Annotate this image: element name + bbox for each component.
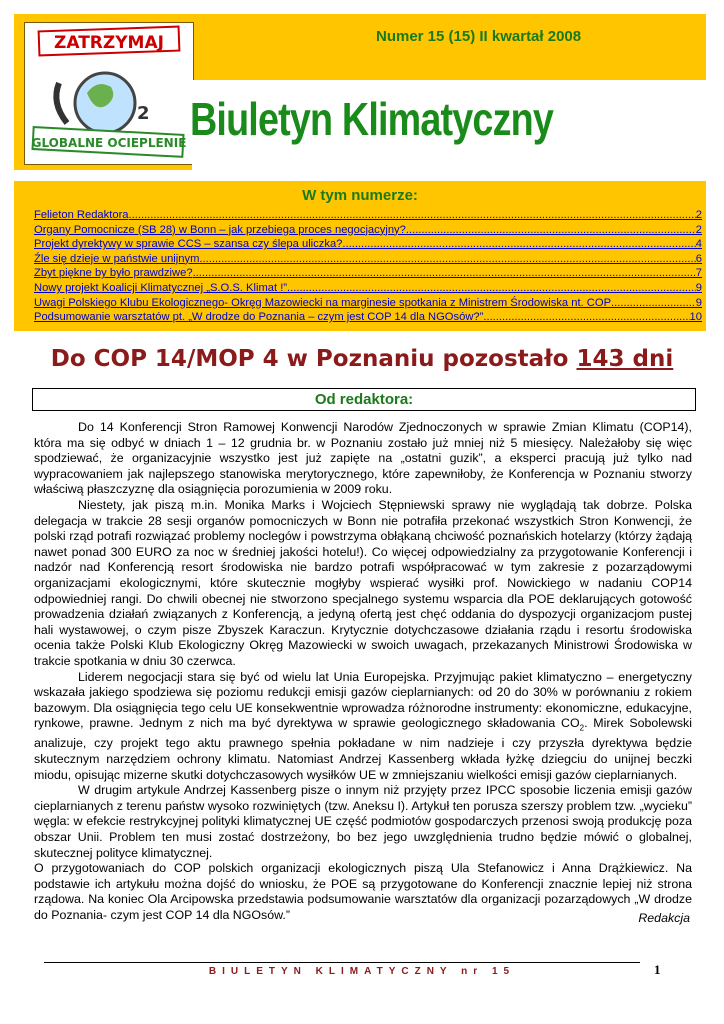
issue-number: Numer 15 (15) II kwartał 2008 [376, 28, 582, 45]
headline-text: Do COP 14/MOP 4 w Poznaniu pozostało [50, 346, 577, 372]
logo [24, 22, 194, 165]
toc-list [34, 208, 702, 325]
logo-text-top: ZATRZYMAJ [54, 33, 164, 53]
logo-graphic [25, 23, 193, 164]
toc-item[interactable]: Źle się dzieje w państwie unijnym ..... 6 [34, 252, 702, 267]
svg-text:2: 2 [137, 103, 150, 124]
toc-item[interactable]: Felieton Redaktora ..... 2 [34, 208, 702, 223]
section-title: Od redaktora: [32, 388, 696, 411]
toc-item[interactable]: Podsumowanie warsztatów pt. „W drodze do Poznania – czym jest COP 14 dla NGOsów?” ..... 10 [34, 310, 702, 325]
toc-item[interactable]: Zbyt piękne by było prawdziwe? ..... 7 [34, 266, 702, 281]
footer-divider [44, 962, 640, 963]
toc-heading: W tym numerze: [302, 187, 418, 204]
headline [0, 346, 724, 372]
table-of-contents [14, 181, 706, 331]
publication-title: Biuletyn Klimatyczny [190, 93, 554, 145]
page-number: 1 [654, 962, 661, 977]
paragraph: Niestety, jak piszą m.in. Monika Marks i Wojciech Stępniewski sprawy nie wyglądają tak dobrze. Polska delegacja w trakcie 28 sesji organów pomocniczych w Bonn nie potrafiła przekonać wszystkich Stron Konwencji, że polski rząd potrafi rozwiązać problemy noclegów i powstrzyma obłąkaną chciwość poznańskich hotelarzy (którzy żądają nawet ponad 300 EURO za noc w średniej jakości hotelu!). Co więcej odpowiedzialny za przygotowanie Konferencji i nadzór nad Konferencją resort środowiska nie bardzo potrafi współpracować w tym zakresie z pozarządowymi organizacjami ekologicznymi, które skutecznie mogłyby wspierać wysiłki prof. Nowickiego w nadaniu COP14 odpowiedniej rangi. Do chwili obecnej nie stworzono specjalnego systemu wsparcia dla POE deklarujących gotowość prowadzenia działań związanych z Konferencją, a jedyną ofertą jest chęć oddania do dyspozycji organizacjom pustej hali wystawowej, o czym pisze Zbyszek Karaczun. Krytycznie dotychczasowe działania rządu i resortu środowiska ocenia także Polski Klub Ekologiczny Okręg Mazowiecki w swoich uwagach, przekazanych Ministrowi Środowiska w trakcie spotkania w dniu 30 czerwca. [34, 497, 692, 668]
paragraph: O przygotowaniach do COP polskich organizacji ekologicznych piszą Ula Stefanowicz i Anna Drążkiewicz. Na podstawie ich artykułu można dojść do wniosku, że POE są przygotowane do Konferencji znacznie lepiej niż strona rządowa. Na koniec Ola Arcipowska przedstawia podsumowanie warsztatów dla organizacji pozarządowych „W drodze do Poznania- czym jest COP 14 dla NGOsów.” [34, 861, 692, 922]
toc-item[interactable]: Organy Pomocnicze (SB 28) w Bonn – jak przebiega proces negocjacyjny? ..... 2 [34, 223, 702, 238]
toc-item[interactable]: Uwagi Polskiego Klubu Ekologicznego- Okręg Mazowiecki na marginesie spotkania z Ministrem Środowiska nt. COP ..... 9 [34, 296, 702, 311]
logo-text-bottom: GLOBALNE OCIEPLENIE [31, 136, 187, 150]
signature: Redakcja [638, 911, 690, 925]
footer-text: BIULETYN KLIMATYCZNY nr 15 [208, 966, 516, 977]
article-body [34, 420, 692, 923]
paragraph: Liderem negocjacji stara się być od wielu lat Unia Europejska. Przyjmując pakiet klimatyczno – energetyczny wskazała jakiego spodziewa się poziomu redukcji emisji gazów cieplarnianych: od 20 do 30% w porównaniu z rokiem bazowym. Dla osiągnięcia tego celu UE konsekwentnie wprowadza różnorodne instrumenty: ekonomiczne, edukacyjne, rynkowe, prawne. Jednym z nich ma być dyrektywa w sprawie geologicznego składowania $CO_2$. Mirek Sobolewski analizuje, czy projekt tego aktu prawnego spełnia pokładane w nim nadzieje i czy przyszła dyrektywa będzie skutecznym narzędziem ochrony klimatu. Natomiast Andrzej Kassenberg wkłada łyżkę dziegciu do unijnej beczki miodu, opisując mizerne skutki dotychczasowych wysiłków UE w zmniejszaniu wielkości emisji gazów cieplarnianych. [34, 669, 693, 782]
paragraph: Do 14 Konferencji Stron Ramowej Konwencji Narodów Zjednoczonych w sprawie Zmian Klimatu (COP14), która ma się odbyć w dniach 1 – 12 grudnia br. w Poznaniu zostało już mniej niż 5 miesięcy. Należałoby się więc spodziewać, że organizacyjnie wszystko jest już zapięte na „ostatni guzik”, a eksperci pracują już tylko nad wypracowaniem jak najlepszego stanowiska merytorycznego, które zapewniłoby, że Konferencja w Poznaniu stworzy właściwą płaszczyznę dla osiągnięcia porozumienia w 2009 roku. [34, 420, 692, 497]
toc-item[interactable]: Projekt dyrektywy w sprawie CCS – szansa czy ślepa uliczka? ..... 4 [34, 237, 702, 252]
paragraph: W drugim artykule Andrzej Kassenberg pisze o innym niż przyjęty przez IPCC sposobie liczenia emisji gazów cieplarnianych z terenu państw wysoko rozwiniętych (tzw. Aneksu I). Artykuł ten porusza szerszy problem tzw. „wycieku” węgla: w efekcie restrykcyjnej polityki klimatycznej UE część podmiotów gospodarczych przenosi swoją produkcję poza obszar Unii. Problem ten musi zostać dostrzeżony, bo bez jego uwzględnienia trudno będzie mówić o globalnej, skutecznej polityce klimatycznej. [34, 783, 692, 860]
headline-days: 143 dni [576, 346, 674, 372]
toc-item[interactable]: Nowy projekt Koalicji Klimatycznej „S.O.S. Klimat !” ..... 9 [34, 281, 702, 296]
